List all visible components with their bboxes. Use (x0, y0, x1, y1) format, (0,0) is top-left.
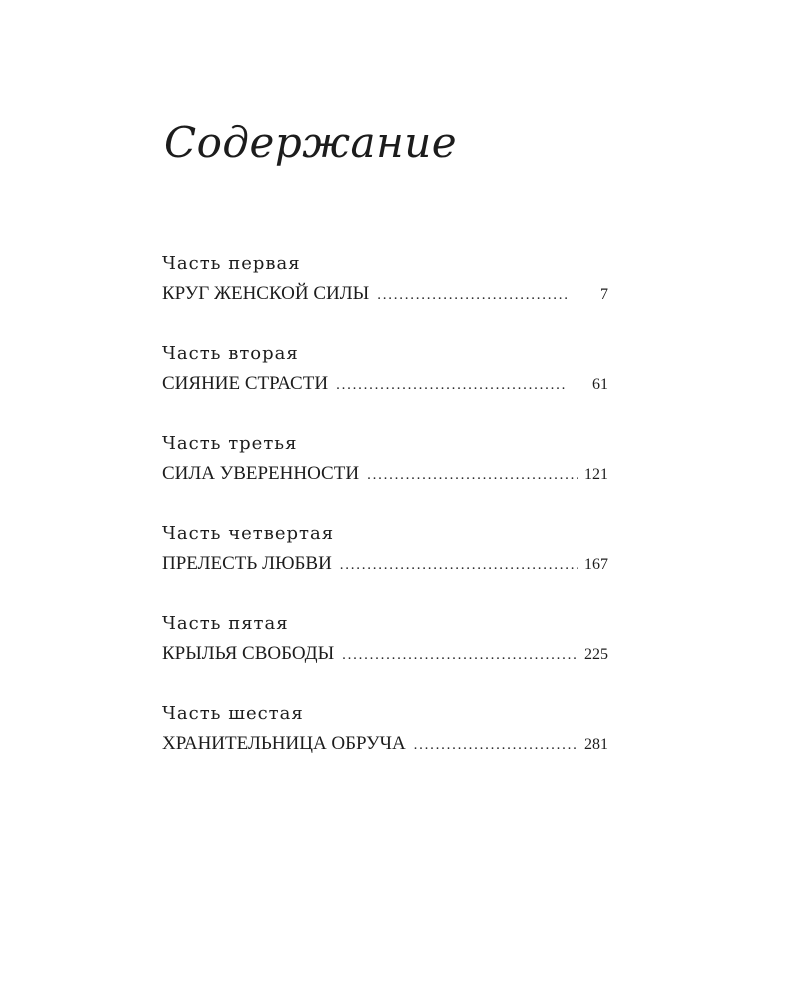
dot-leader (336, 370, 568, 400)
page-number: 167 (584, 556, 608, 573)
page-number: 7 (600, 286, 608, 303)
part-label: Часть вторая (162, 343, 299, 364)
chapter-title: ПРЕЛЕСТЬ ЛЮБВИ (162, 553, 332, 574)
toc-entry-1[interactable] (162, 251, 608, 341)
page-number: 281 (584, 736, 608, 753)
part-label: Часть первая (162, 253, 301, 274)
dot-leader (340, 550, 578, 580)
toc-line (162, 279, 608, 309)
page-number: 225 (584, 646, 608, 663)
chapter-title: СИЯНИЕ СТРАСТИ (162, 373, 329, 394)
table-of-contents (162, 251, 608, 791)
toc-line (162, 639, 608, 669)
toc-entry-4[interactable] (162, 521, 608, 611)
part-label: Часть шестая (162, 703, 304, 724)
page-number: 121 (584, 466, 608, 483)
toc-line (162, 729, 608, 759)
toc-entry-5[interactable] (162, 611, 608, 701)
chapter-title: КРУГ ЖЕНСКОЙ СИЛЫ (162, 283, 370, 304)
toc-entry-3[interactable] (162, 431, 608, 521)
chapter-title: СИЛА УВЕРЕННОСТИ (162, 463, 360, 484)
dot-leader (414, 730, 578, 760)
dot-leader (367, 460, 578, 490)
toc-entry-2[interactable] (162, 341, 608, 431)
dot-leader (377, 280, 568, 310)
chapter-title: ХРАНИТЕЛЬНИЦА ОБРУЧА (162, 733, 406, 754)
page-number: 61 (592, 376, 608, 393)
toc-entry-6[interactable] (162, 701, 608, 791)
chapter-title: КРЫЛЬЯ СВОБОДЫ (162, 643, 335, 664)
page-title: Содержание (164, 118, 458, 167)
toc-line (162, 369, 608, 399)
part-label: Часть четвертая (162, 523, 335, 544)
toc-line (162, 459, 608, 489)
dot-leader (342, 640, 578, 670)
toc-line (162, 549, 608, 579)
part-label: Часть пятая (162, 613, 289, 634)
part-label: Часть третья (162, 433, 298, 454)
